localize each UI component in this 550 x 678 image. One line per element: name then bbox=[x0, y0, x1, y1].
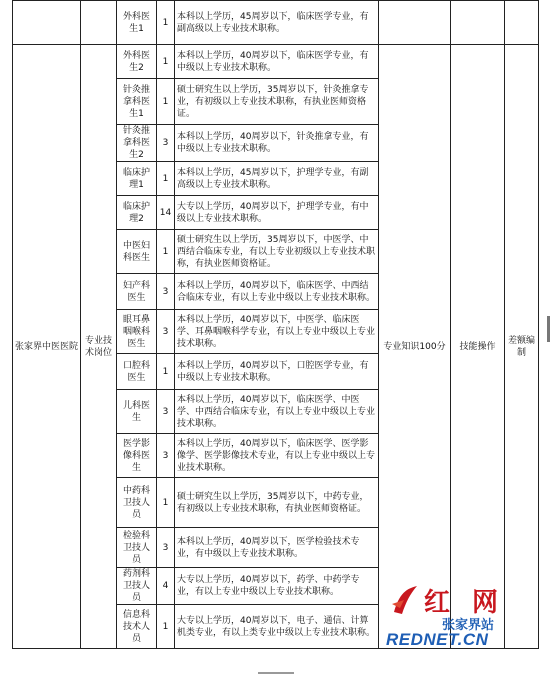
position-requirement: 硕士研究生以上学历，35周岁以下，中医学、中西结合临床专业，有以上专业初级以上专业技术职称，有执业医师资格证。 bbox=[175, 230, 379, 274]
position-name: 药剂科卫技人员 bbox=[117, 568, 157, 605]
position-requirement: 本科以上学历，40周岁以下，口腔医学专业，有中级以上专业技术职称。 bbox=[175, 354, 379, 390]
position-count: 1 bbox=[157, 605, 175, 649]
position-requirement: 本科以上学历，40周岁以下，中医学、临床医学、耳鼻咽喉科学专业，有以上专业中级以上专业技术职称。 bbox=[175, 310, 379, 354]
position-requirement: 大专以上学历，40周岁以下，药学、中药学专业，有以上专业中级以上专业技术职称。 bbox=[175, 568, 379, 605]
watermark-url: REDNET.CN bbox=[386, 630, 489, 649]
recruitment-table bbox=[12, 0, 539, 649]
position-name: 中医妇科医生 bbox=[117, 230, 157, 274]
rednet-watermark bbox=[386, 580, 536, 656]
position-name: 中药科卫技人员 bbox=[117, 478, 157, 528]
position-count: 3 bbox=[157, 310, 175, 354]
position-requirement: 本科以上学历，40周岁以下，临床医学、医学影像学、医学影像技术专业，有以上专业中级以上专业技术职称。 bbox=[175, 434, 379, 478]
position-name: 外科医生1 bbox=[117, 1, 157, 45]
position-requirement: 本科以上学历，40周岁以下，临床医学、中医学、中西结合临床专业，有以上专业中级以上专业技术职称。 bbox=[175, 390, 379, 434]
employer-cell-blank bbox=[13, 1, 81, 45]
position-requirement: 本科以上学历，45周岁以下，临床医学专业，有副高级以上专业技术职称。 bbox=[175, 1, 379, 45]
watermark-wang: 网 bbox=[472, 588, 499, 618]
position-requirement: 本科以上学历，45周岁以下，护理学专业，有副高级以上专业技术职称。 bbox=[175, 162, 379, 196]
position-requirement: 本科以上学历，40周岁以下，临床医学、中西结合临床专业，有以上专业中级以上专业技术职称。 bbox=[175, 274, 379, 310]
position-name: 医学影像科医生 bbox=[117, 434, 157, 478]
position-count: 3 bbox=[157, 434, 175, 478]
post-category-cell: 专业技术岗位 bbox=[81, 45, 117, 649]
interview-cell-blank bbox=[451, 1, 505, 45]
employer-cell: 张家界中医医院 bbox=[13, 45, 81, 649]
position-count: 1 bbox=[157, 1, 175, 45]
position-requirement: 大专以上学历，40周岁以下，护理学专业，有中级以上专业技术职称。 bbox=[175, 196, 379, 230]
written-exam-cell: 专业知识100分 bbox=[379, 45, 451, 649]
position-name: 儿科医生 bbox=[117, 390, 157, 434]
position-name: 针灸推拿科医生2 bbox=[117, 125, 157, 162]
position-count: 3 bbox=[157, 125, 175, 162]
position-name: 检验科卫技人员 bbox=[117, 528, 157, 568]
position-name: 眼耳鼻咽喉科医生 bbox=[117, 310, 157, 354]
position-count: 3 bbox=[157, 390, 175, 434]
position-requirement: 本科以上学历，40周岁以下，临床医学专业，有中级以上专业技术职称。 bbox=[175, 45, 379, 79]
exam-cell-blank bbox=[379, 1, 451, 45]
position-count: 14 bbox=[157, 196, 175, 230]
category-cell-blank bbox=[81, 1, 117, 45]
position-requirement: 硕士研究生以上学历，35周岁以下，中药专业，有初级以上专业技术职称，有执业医师资格证。 bbox=[175, 478, 379, 528]
bottom-rule bbox=[258, 672, 294, 674]
position-requirement: 大专以上学历，40周岁以下，电子、通信、计算机类专业，有以上类专业中级以上专业技术职称。 bbox=[175, 605, 379, 649]
position-name: 外科医生2 bbox=[117, 45, 157, 79]
staffing-cell-blank bbox=[505, 1, 539, 45]
position-count: 1 bbox=[157, 162, 175, 196]
position-requirement: 硕士研究生以上学历，35周岁以下，针灸推拿专业，有初级以上专业技术职称，有执业医师资格证。 bbox=[175, 79, 379, 125]
position-name: 针灸推拿科医生1 bbox=[117, 79, 157, 125]
position-name: 妇产科医生 bbox=[117, 274, 157, 310]
position-name: 口腔科医生 bbox=[117, 354, 157, 390]
position-row bbox=[13, 1, 539, 45]
position-name: 临床护理2 bbox=[117, 196, 157, 230]
position-count: 4 bbox=[157, 568, 175, 605]
watermark-city: 张家界站 bbox=[442, 618, 495, 633]
position-count: 3 bbox=[157, 274, 175, 310]
position-count: 1 bbox=[157, 478, 175, 528]
position-count: 1 bbox=[157, 45, 175, 79]
position-count: 1 bbox=[157, 354, 175, 390]
position-count: 1 bbox=[157, 230, 175, 274]
position-requirement: 本科以上学历，40周岁以下，医学检验技术专业，有中级以上专业技术职称。 bbox=[175, 528, 379, 568]
interview-cell: 技能操作 bbox=[451, 45, 505, 649]
position-requirement: 本科以上学历，40周岁以下，针灸推拿专业，有中级以上专业技术职称。 bbox=[175, 125, 379, 162]
position-count: 3 bbox=[157, 528, 175, 568]
rednet-logo-icon bbox=[390, 584, 420, 616]
watermark-hong: 红 bbox=[424, 588, 451, 618]
position-count: 1 bbox=[157, 79, 175, 125]
position-row bbox=[13, 45, 539, 79]
staffing-cell: 差额编制 bbox=[505, 45, 539, 649]
position-name: 信息科技术人员 bbox=[117, 605, 157, 649]
position-name: 临床护理1 bbox=[117, 162, 157, 196]
